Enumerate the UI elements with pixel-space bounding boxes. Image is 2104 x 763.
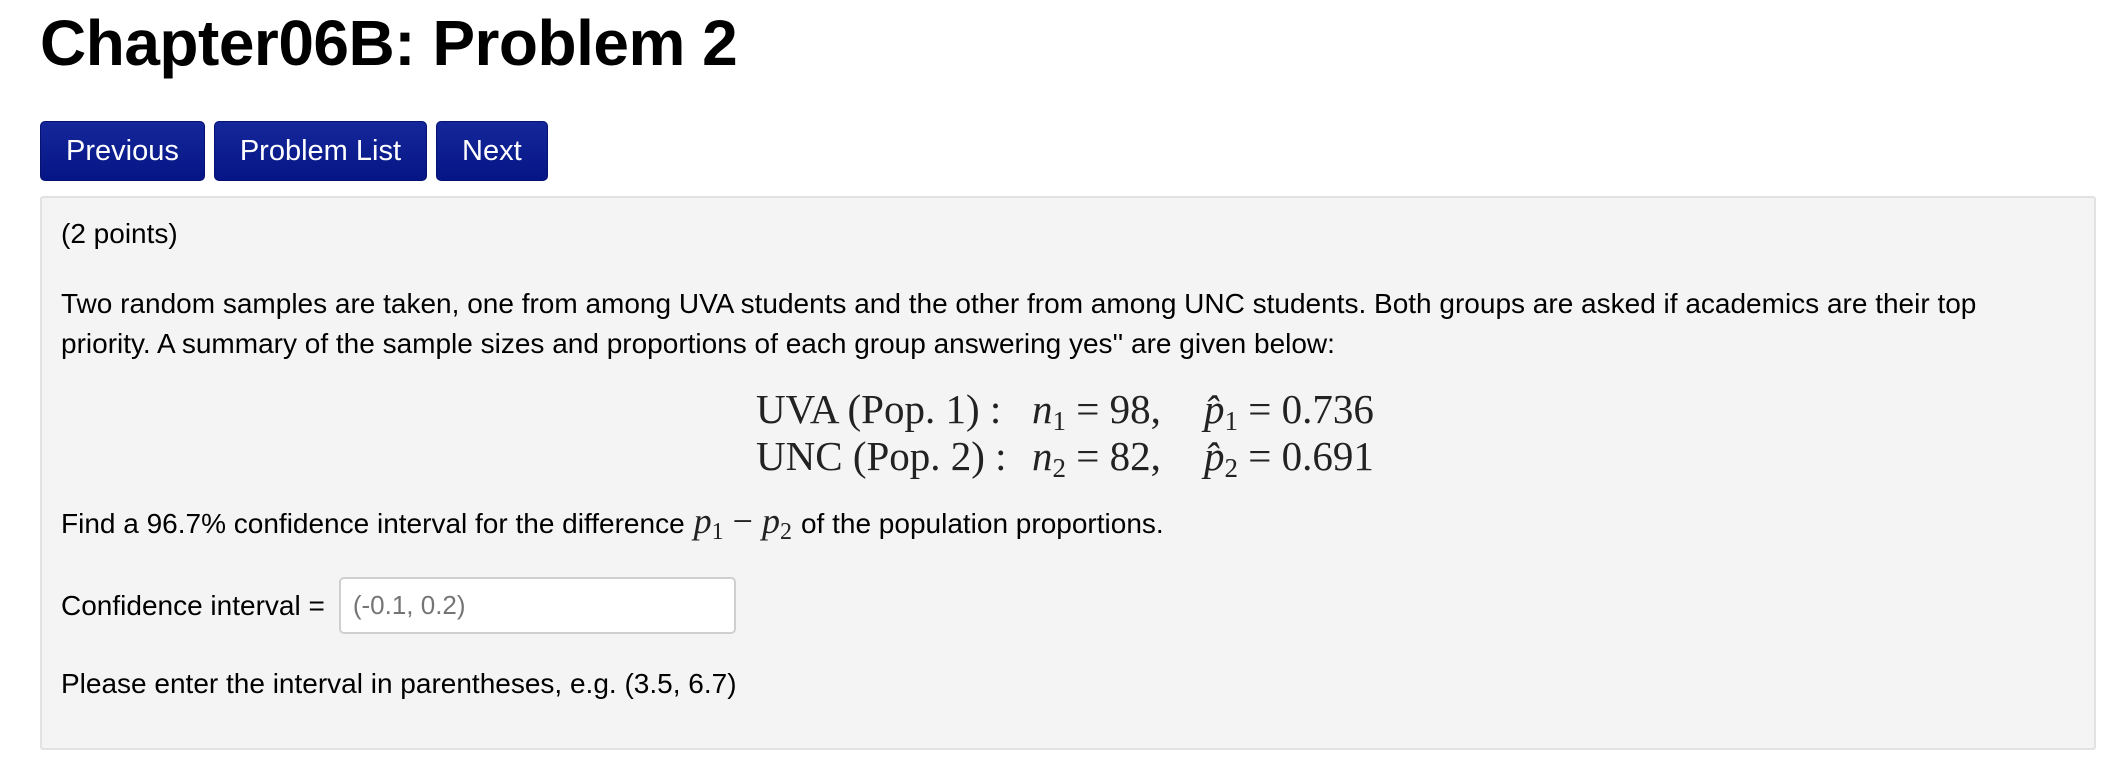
sample-row-unc: UNC (Pop. 2) : $n_2 = 82$, $p̂_2 = 0.691$	[756, 433, 1374, 483]
problem-navigation	[40, 121, 548, 181]
sample-label: UNC (Pop. 2) :	[756, 433, 1007, 479]
answer-row	[61, 577, 736, 634]
points-label: (2 points)	[61, 218, 178, 249]
confidence-interval-input[interactable]	[339, 577, 736, 634]
problem-list-button[interactable]: Problem List	[214, 121, 427, 181]
next-button[interactable]: Next	[436, 121, 548, 181]
problem-body	[40, 196, 2096, 750]
p-hat-symbol: p̂	[1204, 386, 1225, 432]
n-value: = 82,	[1076, 433, 1161, 479]
p-hat-symbol: p̂	[1204, 433, 1225, 479]
previous-button[interactable]: Previous	[40, 121, 205, 181]
difference-expression: $p_1 - p_2$	[693, 501, 792, 545]
n-symbol: n	[1032, 433, 1053, 479]
sample-row-uva: UVA (Pop. 1) : $n_1 = 98$, $p̂_1 = 0.736$	[756, 386, 1374, 436]
answer-hint: Please enter the interval in parentheses, e.g. (3.5, 6.7)	[61, 668, 737, 699]
p-hat-value: = 0.691	[1248, 433, 1374, 479]
n-value: = 98,	[1076, 386, 1161, 432]
n-symbol: n	[1032, 386, 1053, 432]
answer-label: Confidence interval =	[61, 589, 325, 621]
p-hat-value: = 0.736	[1248, 386, 1374, 432]
problem-statement: Two random samples are taken, one from among UVA students and the other from among UNC students. Both groups are asked if academics are their top priority. A summary of the sample sizes and proportions of each group answering yes'' are given below:	[61, 288, 1977, 359]
sample-label: UVA (Pop. 1) :	[756, 386, 1002, 432]
page-title: Chapter06B: Problem 2	[40, 7, 738, 79]
sample-summary	[756, 386, 1374, 483]
question-text: Find a 96.7% confidence interval for the difference $p_1 - p_2$ of the population proportions.	[61, 501, 1164, 545]
